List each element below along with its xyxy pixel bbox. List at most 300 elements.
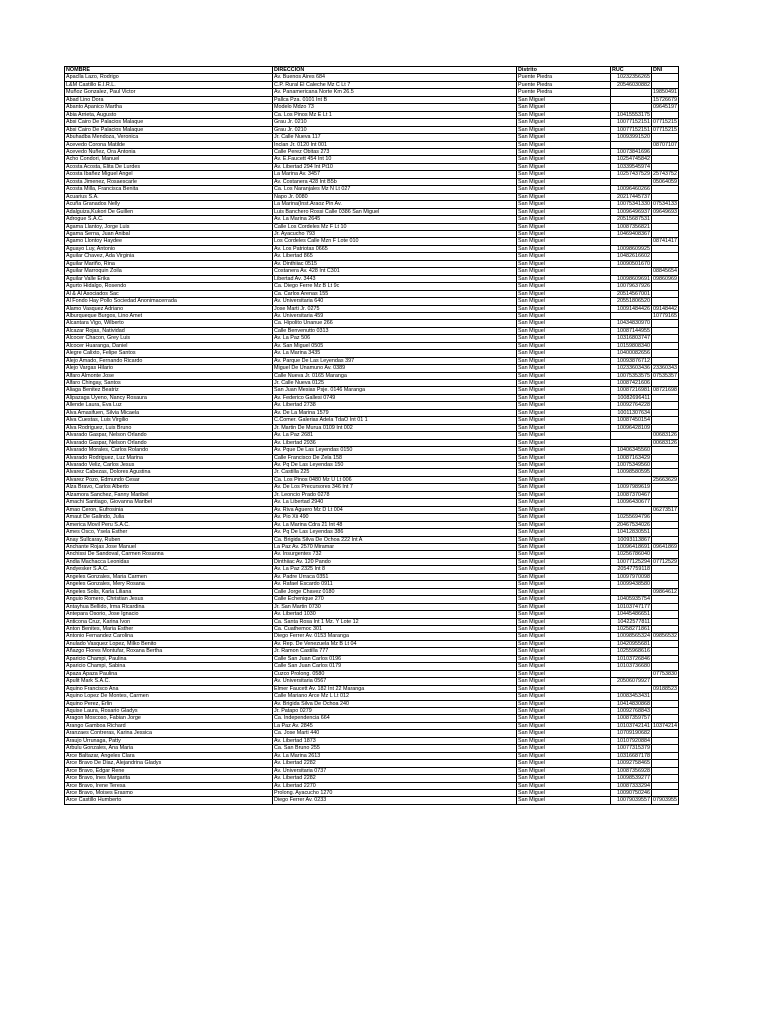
cell-direccion: San Juan Mesias Psje. 0146 Maranga	[273, 387, 517, 394]
cell-nombre: Andia Machacca Leonidas	[65, 558, 273, 565]
cell-direccion: Calle Los Cordeles Mz F Lt 10	[273, 223, 517, 230]
cell-ruc: 10420955681	[611, 640, 652, 647]
cell-distrito: San Miguel	[517, 417, 611, 424]
cell-nombre: Arce Bravo De Diaz, Alejandrina Gladys	[65, 760, 273, 767]
cell-distrito: San Miguel	[517, 156, 611, 163]
cell-direccion: Jr. Ramon Castilla 777	[273, 648, 517, 655]
cell-dni: 09860969	[653, 275, 677, 282]
cell-dni	[652, 74, 679, 81]
header-row	[65, 67, 679, 74]
table-row	[65, 216, 679, 223]
cell-dni	[652, 409, 679, 416]
cell-dni	[652, 573, 679, 580]
cell-distrito: San Miguel	[517, 126, 611, 133]
cell-distrito: San Miguel	[517, 320, 611, 327]
table-row	[65, 245, 679, 252]
cell-distrito: San Miguel	[517, 148, 611, 155]
cell-ruc: 10339545974	[611, 163, 652, 170]
cell-direccion: Miguel De Unamuno Av. 0389	[273, 365, 517, 372]
cell-dni	[652, 290, 679, 297]
cell-distrito: San Miguel	[517, 111, 611, 118]
cell-ruc: 10097970098	[611, 573, 652, 580]
table-row	[65, 558, 679, 565]
cell-distrito: San Miguel	[517, 424, 611, 431]
cell-dni	[652, 402, 679, 409]
cell-dni	[652, 417, 679, 424]
cell-ruc	[611, 141, 652, 148]
cell-nombre: Aguilar Marroquin Zoila	[65, 268, 273, 275]
cell-dni	[652, 462, 679, 469]
cell-direccion: Av. La Marina Cdra 21 Int 48	[273, 521, 517, 528]
cell-nombre: Alejo Vargas Hilario	[65, 365, 273, 372]
table-row	[65, 141, 679, 148]
cell-direccion: Jr. Ayacucho 793	[273, 230, 517, 237]
cell-ruc: 10257437529	[611, 171, 652, 178]
table-row	[65, 260, 679, 267]
cell-nombre: Anchante Rojas Jose Manuel	[65, 544, 273, 551]
table-row	[65, 275, 679, 282]
cell-distrito: San Miguel	[517, 290, 611, 297]
table-row	[65, 499, 679, 506]
cell-nombre: Acevedo Corona Matilde	[65, 141, 273, 148]
cell-distrito: San Miguel	[517, 409, 611, 416]
cell-ruc	[611, 96, 652, 103]
table-row	[65, 402, 679, 409]
cell-dni	[652, 484, 679, 491]
table-row	[65, 283, 679, 290]
table-row	[65, 171, 679, 178]
cell-nombre: Arce Castillo Humberto	[65, 797, 273, 804]
table-row	[65, 491, 679, 498]
cell-ruc: 10077315379	[611, 745, 652, 752]
cell-ruc: 10316803747	[611, 335, 652, 342]
cell-distrito: San Miguel	[517, 171, 611, 178]
cell-distrito: Puente Piedra	[517, 81, 611, 88]
cell-ruc: 10096460266	[611, 186, 652, 193]
cell-direccion: Jr. San Martin 0730	[273, 603, 517, 610]
cell-dni	[652, 760, 679, 767]
cell-nombre: Amachi Santiago, Giovanna Maribel	[65, 499, 273, 506]
cell-nombre: Agamo Llontoy Haydee	[65, 238, 273, 245]
cell-ruc: 20217445737	[611, 193, 652, 200]
cell-dni: 00683126	[653, 439, 677, 446]
cell-dni	[652, 186, 679, 193]
cell-distrito: San Miguel	[517, 298, 611, 305]
cell-dni	[652, 163, 679, 170]
cell-distrito: San Miguel	[517, 141, 611, 148]
cell-nombre: Acuarius S.A.	[65, 193, 273, 200]
cell-nombre: Antayhua Bellido, Irma Ricardina	[65, 603, 273, 610]
cell-nombre: Acosta Milla, Francisca Benita	[65, 186, 273, 193]
cell-ruc: 10011307634	[611, 409, 652, 416]
cell-dni	[652, 693, 679, 700]
cell-ruc: 10087163429	[611, 454, 652, 461]
cell-direccion: Jr. Calle Nueva 0125	[273, 380, 517, 387]
cell-distrito: San Miguel	[517, 536, 611, 543]
cell-direccion: Dinthiiac Av. 120 Pando	[273, 558, 517, 565]
cell-dni	[652, 521, 679, 528]
cell-ruc: 10087356821	[611, 223, 652, 230]
cell-nombre: L&M Castillo E.I.R.L.	[65, 81, 273, 88]
cell-direccion: Av. Dinthiiac 0515	[273, 260, 517, 267]
table-row	[65, 625, 679, 632]
cell-nombre: Muñoz Gonzalez, Paul Victor	[65, 89, 273, 96]
cell-ruc	[611, 268, 652, 275]
cell-distrito: San Miguel	[517, 357, 611, 364]
cell-nombre: Abuhadba Mendoza, Veronica	[65, 134, 273, 141]
cell-direccion: Av. Riva Aguero Mz D Lt 004	[273, 506, 517, 513]
table-row	[65, 409, 679, 416]
cell-direccion: Ca. Diego Ferre Mz B Lt 9c	[273, 283, 517, 290]
cell-direccion: Inclan Jr. 0120 Int 001	[273, 141, 517, 148]
table-row	[65, 268, 679, 275]
table-row	[65, 588, 679, 595]
cell-dni	[652, 245, 679, 252]
cell-dni	[652, 536, 679, 543]
table-row	[65, 178, 679, 185]
cell-direccion: Av. Pq De Las Leyendas 386	[273, 529, 517, 536]
cell-distrito: San Miguel	[517, 327, 611, 334]
cell-distrito: San Miguel	[517, 268, 611, 275]
cell-direccion: Av. Libertad 2282	[273, 760, 517, 767]
cell-dni: 08845654	[653, 268, 677, 275]
cell-ruc	[611, 178, 652, 185]
cell-nombre: Anchissi De Sandoval, Carmen Rosanna	[65, 551, 273, 558]
cell-direccion: Libertad Av. 3443	[273, 275, 517, 282]
cell-direccion: Jose Marti Jr. 0275	[273, 305, 517, 312]
cell-ruc: 10087216981	[611, 387, 652, 394]
cell-direccion: Ca. Independencia 664	[273, 715, 517, 722]
cell-ruc: 10093113867	[611, 536, 652, 543]
cell-distrito: San Miguel	[517, 253, 611, 260]
cell-dni: 09645197	[653, 104, 677, 111]
cell-direccion: Ca. Cuathemoc 301	[273, 625, 517, 632]
cell-ruc: 10709190682	[611, 730, 652, 737]
header-nombre: NOMBRE	[65, 67, 273, 74]
cell-direccion: Elmer Faucett Av. 182 Int 22 Maranga	[273, 685, 517, 692]
cell-dni	[652, 529, 679, 536]
table-row	[65, 678, 679, 685]
table-row	[65, 707, 679, 714]
cell-ruc: 10254745842	[611, 156, 652, 163]
cell-nombre: Alburqueque Burgos, Lino Amet	[65, 312, 273, 319]
cell-direccion: La Paz Av. 2845	[273, 722, 517, 729]
table-row	[65, 663, 679, 670]
cell-nombre: Acevedo Nuñez, Ora Antonia	[65, 148, 273, 155]
table-row	[65, 670, 679, 677]
table-row	[65, 230, 679, 237]
cell-dni	[652, 775, 679, 782]
cell-distrito: San Miguel	[517, 655, 611, 662]
cell-nombre: Alva Rodriguez, Luis Bruno	[65, 424, 273, 431]
cell-dni	[652, 156, 679, 163]
cell-distrito: San Miguel	[517, 700, 611, 707]
cell-ruc	[611, 104, 652, 111]
cell-direccion: Costanera Av. 428 Int C301	[273, 268, 517, 275]
table-row	[65, 618, 679, 625]
cell-dni	[652, 737, 679, 744]
cell-nombre: Alvarez Pozo, Edmundo Cesar	[65, 476, 273, 483]
table-row	[65, 573, 679, 580]
cell-nombre: Arce Bravo, Moises Erasmo	[65, 789, 273, 796]
cell-nombre: Alfaro Chingay, Santos	[65, 380, 273, 387]
header-dni: DNI	[652, 67, 679, 74]
cell-nombre: Alvarado Veliz, Carlos Jesus	[65, 462, 273, 469]
cell-ruc: 10092758465	[611, 760, 652, 767]
cell-dni	[652, 298, 679, 305]
cell-nombre: Aguilar Mariño, Rina	[65, 260, 273, 267]
cell-nombre: Alvarado Gaspar, Nelson Orlando	[65, 432, 273, 439]
cell-distrito: San Miguel	[517, 186, 611, 193]
table-row	[65, 357, 679, 364]
cell-direccion: Calle Mariano Arce Mz L Lt 012	[273, 693, 517, 700]
cell-distrito: San Miguel	[517, 670, 611, 677]
cell-direccion: Ca. Los Pinos Mz E Lt 1	[273, 111, 517, 118]
cell-ruc	[611, 312, 652, 319]
cell-nombre: Arce Bravo, Irene Teresa	[65, 782, 273, 789]
cell-ruc	[611, 476, 652, 483]
cell-nombre: Alcocer Huaranga, Daniel	[65, 342, 273, 349]
cell-distrito: San Miguel	[517, 335, 611, 342]
table-row	[65, 365, 679, 372]
cell-direccion: Av. La Paz 2325 Int 8	[273, 566, 517, 573]
table-row	[65, 424, 679, 431]
cell-ruc: 10255968616	[611, 648, 652, 655]
cell-distrito: San Miguel	[517, 603, 611, 610]
cell-nombre: Aparicio Champi, Sabina	[65, 663, 273, 670]
table-row	[65, 89, 679, 96]
cell-dni: 05064059	[653, 178, 677, 185]
cell-nombre: Al & Al Asociados Sac	[65, 290, 273, 297]
cell-nombre: Aquino Lopez De Montes, Carmen	[65, 693, 273, 700]
cell-ruc: 10082696411	[611, 394, 652, 401]
table-row	[65, 603, 679, 610]
cell-nombre: Aguilar Valle Erika	[65, 275, 273, 282]
table-row	[65, 514, 679, 521]
cell-dni: 25663629	[653, 476, 677, 483]
cell-nombre: America Movil Peru S.A.C.	[65, 521, 273, 528]
cell-distrito: San Miguel	[517, 745, 611, 752]
cell-dni	[652, 640, 679, 647]
cell-nombre: Angeles Solis, Karla Liliana	[65, 588, 273, 595]
cell-dni: 09864612	[653, 588, 677, 595]
cell-direccion: C.Comer. Galerias Adela TdaO Int 01 1	[273, 417, 517, 424]
table-row	[65, 350, 679, 357]
cell-ruc: 10098565324	[611, 633, 652, 640]
cell-distrito: San Miguel	[517, 342, 611, 349]
cell-direccion: Calle Echenique 270	[273, 596, 517, 603]
cell-distrito: San Miguel	[517, 454, 611, 461]
cell-dni: 25743752	[653, 171, 677, 178]
header-distrito: Distrito	[517, 67, 611, 74]
table-row	[65, 581, 679, 588]
table-row	[65, 119, 679, 126]
table-row	[65, 163, 679, 170]
table-row	[65, 439, 679, 446]
cell-ruc: 10422577811	[611, 618, 652, 625]
cell-ruc: 20546030882	[611, 81, 652, 88]
cell-distrito: San Miguel	[517, 402, 611, 409]
cell-direccion: Calle Perez Obitas 273	[273, 148, 517, 155]
cell-dni	[652, 678, 679, 685]
cell-distrito: Puente Piedra	[517, 89, 611, 96]
table-row	[65, 335, 679, 342]
table-row	[65, 380, 679, 387]
cell-distrito: San Miguel	[517, 730, 611, 737]
cell-nombre: Amao Ceron, Eufrosinia	[65, 506, 273, 513]
cell-ruc: 10096496937	[611, 208, 652, 215]
table-row	[65, 469, 679, 476]
table-row	[65, 506, 679, 513]
cell-dni	[652, 499, 679, 506]
cell-dni: 07712529	[653, 558, 677, 565]
cell-nombre: Agama Serna, Juan Anibal	[65, 230, 273, 237]
cell-distrito: San Miguel	[517, 476, 611, 483]
table-row	[65, 148, 679, 155]
table-row	[65, 782, 679, 789]
cell-nombre: Arce Bravo, Edgar Rene	[65, 767, 273, 774]
cell-ruc: 10232356265	[611, 74, 652, 81]
table-row	[65, 596, 679, 603]
cell-dni	[652, 216, 679, 223]
cell-ruc	[611, 588, 652, 595]
table-row	[65, 797, 679, 804]
cell-dni	[652, 350, 679, 357]
cell-distrito: San Miguel	[517, 611, 611, 618]
cell-dni: 09856532	[653, 633, 677, 640]
cell-direccion: Ca. Jose Marti 440	[273, 730, 517, 737]
cell-ruc: 10406345560	[611, 447, 652, 454]
cell-dni	[652, 730, 679, 737]
cell-ruc: 10079039557	[611, 797, 652, 804]
table-row	[65, 685, 679, 692]
cell-dni: 07535357	[653, 372, 677, 379]
cell-distrito: San Miguel	[517, 365, 611, 372]
cell-distrito: San Miguel	[517, 447, 611, 454]
header-ruc: RUC	[611, 67, 652, 74]
table-row	[65, 208, 679, 215]
cell-ruc: 10099438580	[611, 581, 652, 588]
cell-direccion: Ca. San Bruno 255	[273, 745, 517, 752]
cell-dni	[652, 611, 679, 618]
cell-distrito: San Miguel	[517, 484, 611, 491]
cell-direccion: Av. La Paz 2681	[273, 432, 517, 439]
cell-distrito: San Miguel	[517, 737, 611, 744]
cell-direccion: Jr. Patapo 0279	[273, 707, 517, 714]
cell-direccion: Av. Insurgentes 732	[273, 551, 517, 558]
cell-direccion: Calle Nueva Jr. 0165 Maranga	[273, 372, 517, 379]
table-row	[65, 156, 679, 163]
cell-direccion: Av. Libertad 865	[273, 253, 517, 260]
cell-distrito: San Miguel	[517, 216, 611, 223]
cell-nombre: Anulado Vasquez Lopez, Milko Benito	[65, 640, 273, 647]
table-row	[65, 693, 679, 700]
cell-direccion: Calle Jorge Chavez 0180	[273, 588, 517, 595]
cell-dni: 07903955	[653, 797, 677, 804]
cell-distrito: San Miguel	[517, 633, 611, 640]
cell-nombre: Apaclla Lazo, Rodrigo	[65, 74, 273, 81]
cell-distrito: Puente Piedra	[517, 74, 611, 81]
cell-distrito: San Miguel	[517, 350, 611, 357]
cell-ruc: 10087421606	[611, 380, 652, 387]
cell-direccion: Av. San Miguel 0505	[273, 342, 517, 349]
cell-direccion: Calle Francisco De Zela 158	[273, 454, 517, 461]
cell-dni: 10779165	[653, 312, 677, 319]
cell-ruc: 10075341330	[611, 201, 652, 208]
cell-distrito: San Miguel	[517, 558, 611, 565]
cell-ruc: 10083453431	[611, 693, 652, 700]
table-row	[65, 193, 679, 200]
table-body	[65, 74, 679, 804]
cell-distrito: San Miguel	[517, 693, 611, 700]
cell-direccion: Ca. Los Pinos 0480 Mz U Lt 006	[273, 476, 517, 483]
table-row	[65, 775, 679, 782]
cell-nombre: Alcantara Vigo, Wilberto	[65, 320, 273, 327]
cell-direccion: Pallca Pza. 0101 Int B	[273, 96, 517, 103]
table-row	[65, 648, 679, 655]
cell-nombre: Añazgo Flores Montufar, Roxana Bertha	[65, 648, 273, 655]
cell-direccion: Los Cordeles Calle Mzn F Lote 010	[273, 238, 517, 245]
cell-dni: 07715215	[653, 126, 677, 133]
table-row	[65, 394, 679, 401]
cell-direccion: Av. Pio Xii 490	[273, 514, 517, 521]
cell-nombre: Anticona Cruz, Karina Ivon	[65, 618, 273, 625]
cell-direccion: Av. E.Faucett 454 Int 10	[273, 156, 517, 163]
cell-ruc: 10103742141	[611, 722, 652, 729]
cell-ruc: 10096418691	[611, 544, 652, 551]
cell-direccion: Av. Pque De Las Leyendas 0150	[273, 447, 517, 454]
cell-nombre: Anguio Romero, Christian Jesus	[65, 596, 273, 603]
table-row	[65, 737, 679, 744]
cell-distrito: San Miguel	[517, 305, 611, 312]
table-row	[65, 238, 679, 245]
cell-ruc: 10159808340	[611, 342, 652, 349]
cell-dni	[652, 283, 679, 290]
table-row	[65, 81, 679, 88]
table-row	[65, 126, 679, 133]
cell-dni: 07534133	[653, 201, 677, 208]
cell-direccion: La Marina Av. 3457	[273, 171, 517, 178]
cell-ruc	[611, 238, 652, 245]
cell-nombre: Aragon Moscoso, Fabian Jorge	[65, 715, 273, 722]
cell-ruc: 10087333294	[611, 782, 652, 789]
cell-distrito: San Miguel	[517, 789, 611, 796]
table-row	[65, 454, 679, 461]
cell-dni	[652, 223, 679, 230]
table-row	[65, 327, 679, 334]
cell-distrito: San Miguel	[517, 223, 611, 230]
cell-ruc: 10482616602	[611, 253, 652, 260]
cell-nombre: Aquise Laura, Rosario Gladys	[65, 707, 273, 714]
cell-dni	[652, 424, 679, 431]
cell-ruc	[611, 506, 652, 513]
cell-direccion: Ca. Los Naranjales Mz N Lt 027	[273, 186, 517, 193]
cell-direccion: Ca. Santa Rosa Int 1 Mz. Y Lote 12	[273, 618, 517, 625]
cell-ruc: 10445486651	[611, 611, 652, 618]
table-row	[65, 633, 679, 640]
cell-distrito: San Miguel	[517, 596, 611, 603]
cell-distrito: San Miguel	[517, 775, 611, 782]
cell-nombre: Acho Condori, Manuel	[65, 156, 273, 163]
cell-ruc	[611, 439, 652, 446]
cell-direccion: La Paz Av. 2570 Miramar	[273, 544, 517, 551]
cell-ruc: 10103726846	[611, 655, 652, 662]
cell-ruc: 10098609925	[611, 245, 652, 252]
cell-nombre: Andyesker S.A.C.	[65, 566, 273, 573]
cell-distrito: San Miguel	[517, 663, 611, 670]
cell-distrito: San Miguel	[517, 201, 611, 208]
cell-direccion: Ca. Carlos Arenas 155	[273, 290, 517, 297]
